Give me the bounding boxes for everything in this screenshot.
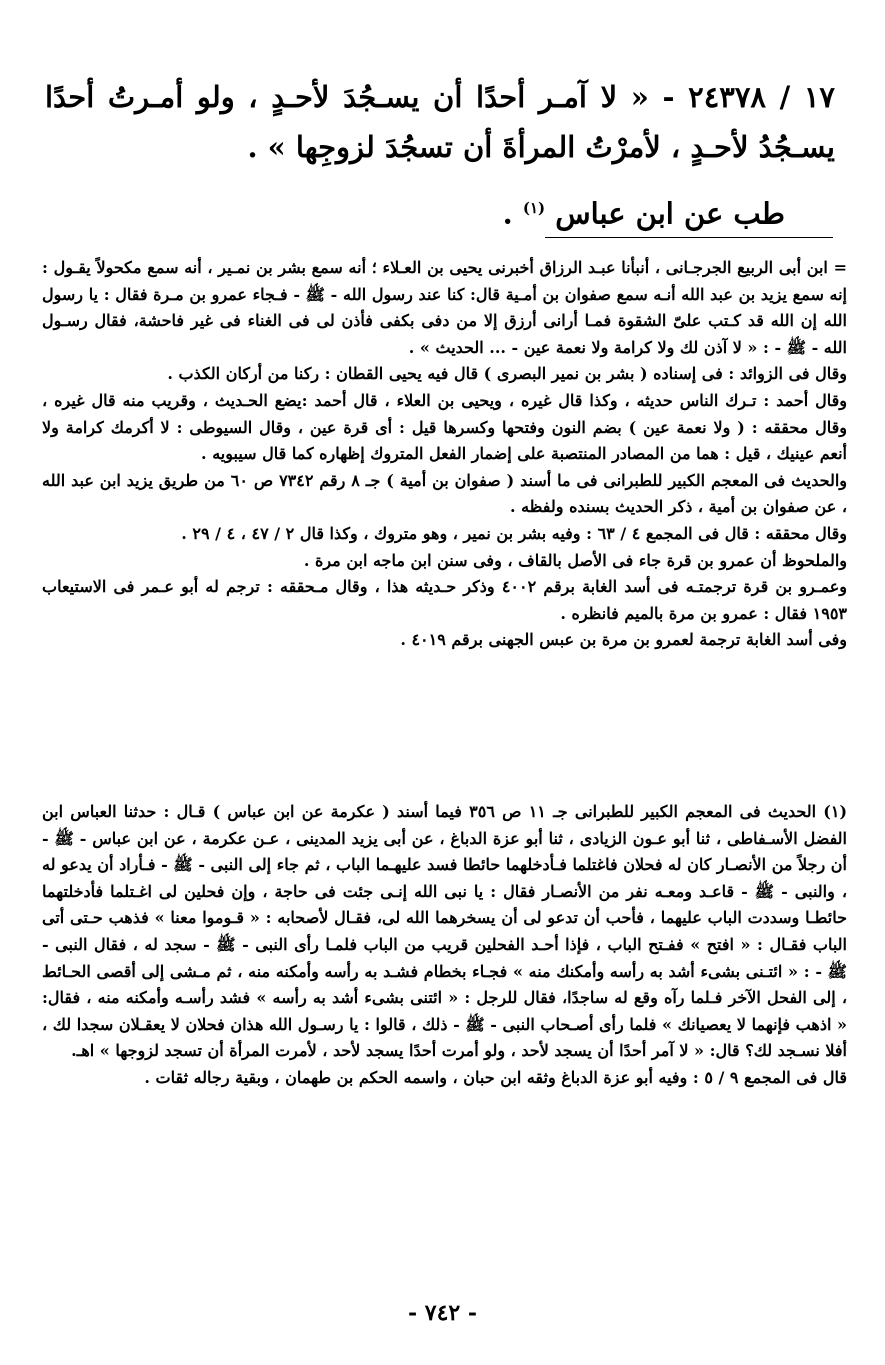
note-paragraph: وقال فى الزوائد : فى إسناده ( بشر بن نمير البصرى ) قال فيه يحيى القطان : ركنا من أركان الكذب .	[167, 364, 847, 384]
note-paragraph: = ابن أبى الربيع الجرجـانى ، أنبأنا عبـد الرزاق أخبرنى يحيى بن العـلاء ؛ أنه سمع بشر بن نمـير ، أنه سمع مكحولاً يقـول : إنه سمع يزيد بن عبد الله أنـه سمع صفوان بن أمـية قال: كنا عند رسول الله - ﷺ - فـجاء عمرو بن مـرة فقال : يا رسول الله إن الله قد كـتب علىّ الشقوة فمـا أرانى أرزق إلا من دفى بكفى فأذن لى فى الغناء فى غير فاحشة، فقال رسـول الله - ﷺ - : « لا آذن لك ولا كرامة ولا نعمة عين - ... الحديث » .	[42, 258, 847, 357]
note-paragraph: والحديث فى المعجم الكبير للطبرانى فى ما أسند ( صفوان بن أمية ) جـ ٨ رقم ٧٣٤٢ ص ٦٠ من طريق يزيد ابن عبد الله ، عن صفوان بن أمية ، ذكر الحديث بسنده ولفظه .	[42, 470, 848, 517]
hadith-body: ١٧ / ٢٤٣٧٨ - « لا آمـر أحدًا أن يسـجُدَ لأحـدٍ ، ولو أمـرتُ أحدًا يسـجُدُ لأحـدٍ ، لأمرْتُ المرأةَ أن تسجُدَ لزوجِها » .	[45, 80, 835, 164]
note-paragraph: والملحوظ أن عمرو بن قرة جاء فى الأصل بالقاف ، وفى سنن ابن ماجه ابن مرة .	[303, 550, 847, 570]
hadith-text	[45, 72, 835, 172]
note-paragraph: وقال أحمد : تـرك الناس حديثه ، وكذا قال غيره ، ويحيى بن العلاء ، قال أحمد :يضع الحـديث ، وقريب منه قال غيره ، وقال محققه : ( ولا نعمة عين ) بضم النون وفتحها وكسرها قيل : أى قرة عين ، وقال السيوطى : لا أكرمك كرامة ولا أنعم عينيك ، قيل : هما من المصادر المنتصبة على إضمار الفعل المتروك إظهاره كما قال سيبويه .	[42, 390, 847, 464]
note-paragraph: وعمـرو بن قرة ترجمتـه فى أسد الغابة برقم ٤٠٠٢ وذكر حـديثه هذا ، وقال مـحققه : ترجم له أبو عـمر فى الاستيعاب ١٩٥٣ فقال : عمرو بن مرة بالميم فانظره .	[42, 577, 847, 623]
source-period: .	[502, 196, 513, 231]
footnote-body: (١) الحديث فى المعجم الكبير للطبرانى جـ ١١ ص ٣٥٦ فيما أسند ( عكرمة عن ابن عباس ) قـال : حدثنا العباس ابن الفضل الأسـفاطى ، ثنا أبو عـون الزيادى ، ثنا أبو عزة الدباغ ، عن أبى يزيد المدينى ، عـن عكرمة ، عن ابن عباس - ﷺ - أن رجلاً من الأنصـار كان له فحلان فاغتلما فـأدخلهما حائطا فسد عليهـما الباب ، ثم جاء إلى النبى - ﷺ - فـأراد أن يدعو له ، والنبى - ﷺ - قاعـد ومعـه نفر من الأنصـار فقال : يا نبى الله إنـى جئت فى حاجة ، وإن فحلين لى اغـتلما فأدخلتهما حائطـا وسددت الباب عليهما ، فأحب أن تدعو لى أن يسخرهما الله لى، فقـال لأصحابه : « قـوموا معنا » فذهب حـتى أتى الباب فقـال : « افتح » ففـتح الباب ، فإذا أحـد الفحلين قريب من الباب فلمـا رأى النبى - ﷺ - سجد له ، فقال النبى - ﷺ - : « ائتـنى بشىء أشد به رأسه وأمكنك منه » فجـاء بخطام فشـد به رأسه وأمكنه منه ، ثم مـشى إلى أقصى الحـائط ، إلى الفحل الآخر فـلما رآه وقع له ساجدًا، فقال للرجل : « ائتنى بشىء أشد به رأسه » فشد رأسـه وأمكنه منه ، فقال: « اذهب فإنهما لا يعصيانك » فلما رأى أصـحاب النبى - ﷺ - ذلك ، قالوا : يا رسـول الله هذان فحلان لا يعقـلان سجدا لك ، أفلا نسـجد لك؟ قال: « لا آمر أحدًا أن يسجد لأحد ، ولو أمرت أحدًا يسجد لأحد ، لأمرت المرأة أن تسجد لزوجها » اهـ.	[42, 802, 848, 1061]
footnote-marker: (١)	[522, 199, 546, 217]
hadith-source-line	[285, 186, 785, 236]
footnote-separator	[545, 237, 833, 238]
footnote-tail: قال فى المجمع ٩ / ٥ : وفيه أبو عزة الدباغ وثقه ابن حبان ، واسمه الحكم بن طهمان ، وبقية رجاله ثقات .	[144, 1067, 847, 1087]
page-number: - ٧٤٢ -	[407, 1300, 478, 1326]
note-paragraph: وقال محققه : قال فى المجمع ٤ / ٦٣ : وفيه بشر بن نمير ، وهو متروك ، وكذا قال ٢ / ٤٧ ، ٤ / ٢٩ .	[181, 523, 847, 543]
hadith-source: طب عن ابن عباس	[555, 196, 785, 231]
notes-section	[42, 255, 847, 654]
footnote-section	[42, 799, 847, 1092]
note-paragraph: وفى أسد الغابة ترجمة لعمرو بن مرة بن عبس الجهنى برقم ٤٠١٩ .	[400, 630, 847, 650]
